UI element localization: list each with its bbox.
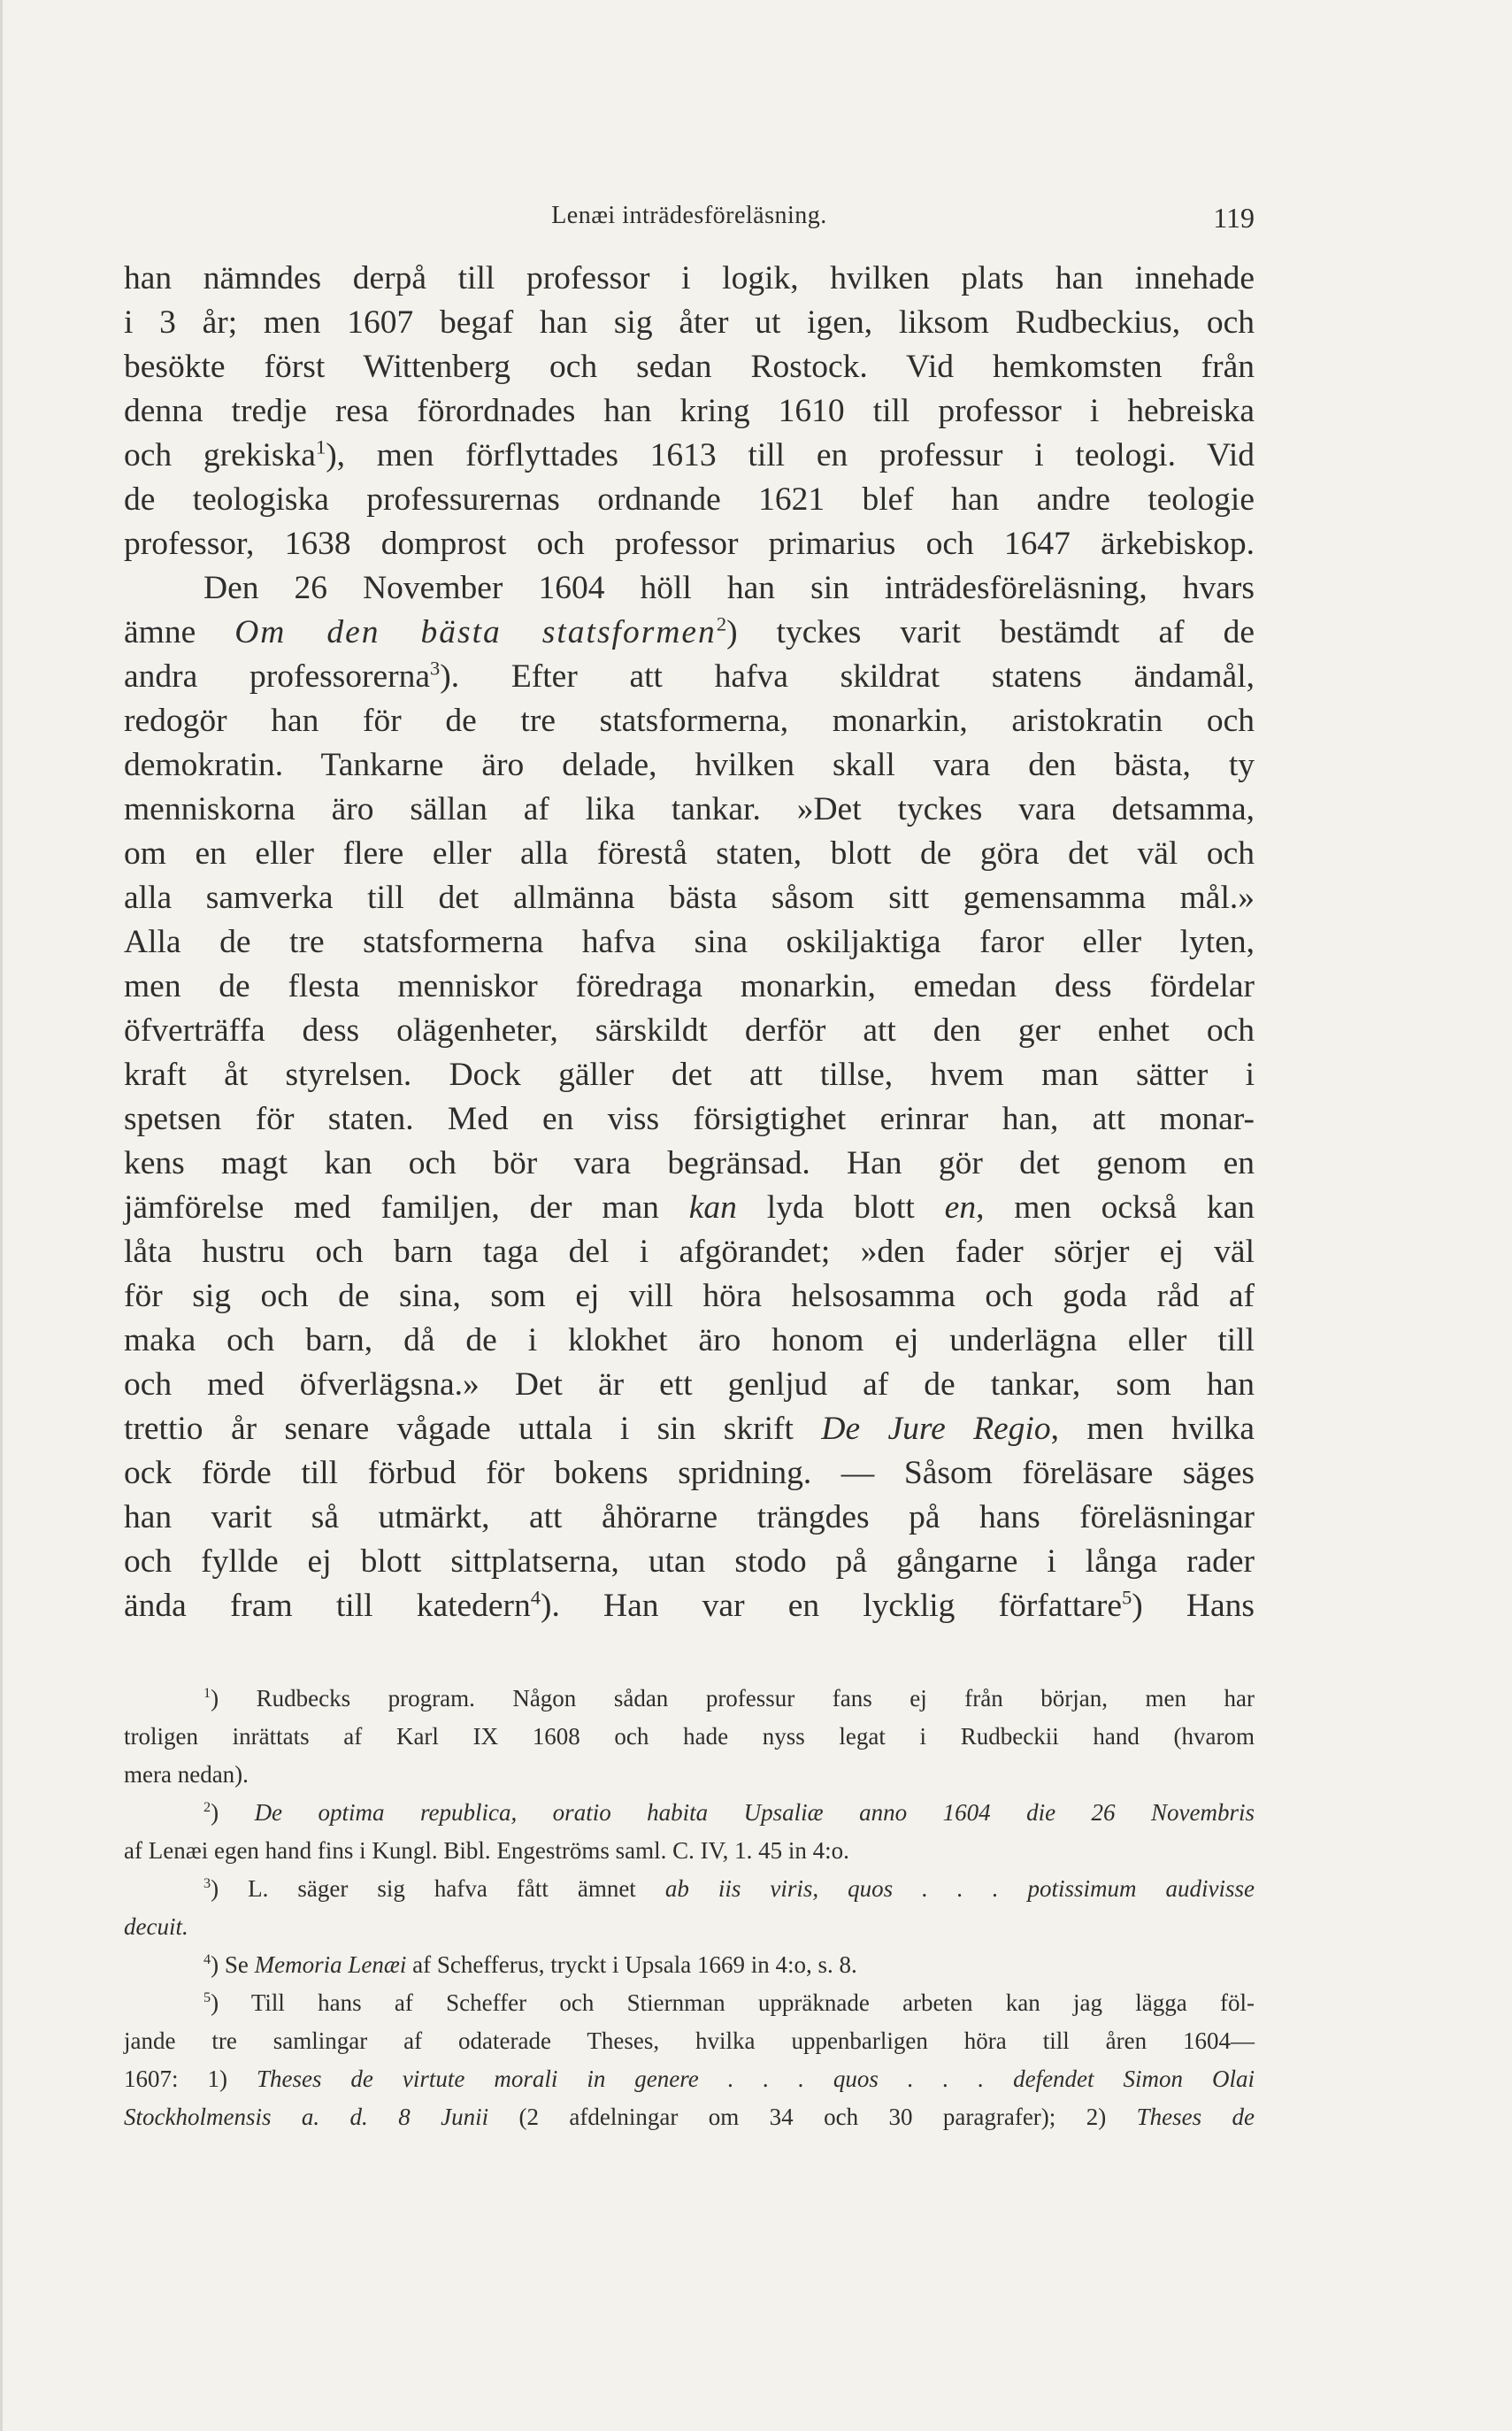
text-line: ock förde till förbud för bokens spridning. — Såsom föreläsare säges (124, 1455, 1255, 1491)
text-segment: trettio år senare vågade uttala i sin skrift (124, 1411, 794, 1447)
footnote-italic: Theses de (1136, 2104, 1255, 2130)
footnote-italic: Memoria Lenæi (254, 1951, 407, 1978)
text-segment: ända fram till katedern (124, 1588, 531, 1624)
page-number: 119 (1213, 202, 1255, 234)
text-segment: ) tyckes varit bestämdt af de (726, 614, 1255, 650)
footnote-mark: 3 (203, 1875, 211, 1891)
footnote-italic: De optima republica, oratio habita Upsaliæ anno 1604 die 26 Novembris (254, 1799, 1255, 1826)
text-line (124, 611, 1255, 655)
footnote-italic: ab iis viris, quos . . . potissimum audivisse (664, 1875, 1255, 1902)
footnote-mark: 1 (203, 1685, 211, 1701)
footnote-text: ) Rudbecks program. Någon sådan professur fans ej från början, men har (211, 1685, 1255, 1712)
footnote-ref: 5 (1122, 1586, 1132, 1609)
footnote-text: ) (211, 1799, 255, 1826)
text-segment: ). Han var en lycklig författare (541, 1588, 1123, 1624)
footnote-mark: 5 (203, 1989, 211, 2005)
text-segment: ), men förflyttades 1613 till en professur i teologi. Vid (326, 437, 1255, 473)
footnote-italic: Stockholmensis a. d. 8 Junii (124, 2104, 489, 2130)
text-line: för sig och de sina, som ej vill höra helsosamma och goda råd af (124, 1278, 1255, 1314)
footnote-text: af Schefferus, tryckt i Upsala 1669 in 4:o, s. 8. (406, 1951, 857, 1978)
footnote-ref: 1 (315, 435, 326, 458)
text-segment: ) Hans (1132, 1588, 1255, 1624)
footnote-line: af Lenæi egen hand fins i Kungl. Bibl. Engeströms saml. C. IV, 1. 45 in 4:o. (124, 1837, 849, 1864)
text-line: spetsen för staten. Med en viss försigtighet erinrar han, att monar- (124, 1101, 1255, 1137)
footnotes (124, 1680, 1255, 2136)
italic-title: De Jure Regio (821, 1411, 1051, 1447)
footnote-mark: 4 (203, 1951, 211, 1967)
footnote-1 (124, 1680, 1255, 1718)
text-line: kens magt kan och bör vara begränsad. Han gör det genom en (124, 1145, 1255, 1181)
footnote-mark: 2 (203, 1799, 211, 1815)
running-header (124, 202, 1255, 241)
text-line: och fyllde ej blott sittplatserna, utan stodo på gångarne i långa rader (124, 1543, 1255, 1580)
footnote-text: (2 afdelningar om 34 och 30 paragrafer); 2) (488, 2104, 1137, 2130)
text-segment: ). Efter att hafva skildrat statens ändamål, (440, 658, 1255, 695)
text-line (124, 1407, 1255, 1451)
footnote-ref: 4 (530, 1586, 541, 1609)
text-line: han varit så utmärkt, att åhörarne trängdes på hans föreläsningar (124, 1499, 1255, 1535)
footnote-text: ) L. säger sig hafva fått ämnet (211, 1875, 665, 1902)
text-line (124, 1186, 1255, 1230)
footnote-text: 1607: 1) (124, 2066, 257, 2092)
page-edge (0, 0, 3, 2431)
text-segment: ämne (124, 614, 196, 650)
main-text (124, 257, 1255, 1628)
footnote-line (124, 2060, 1255, 2098)
text-segment: andra professorerna (124, 658, 431, 695)
text-line (124, 1584, 1255, 1628)
footnote-text: ) Se (211, 1951, 255, 1978)
text-line: demokratin. Tankarne äro delade, hvilken skall vara den bästa, ty (124, 747, 1255, 783)
text-line: redogör han för de tre statsformerna, monarkin, aristokratin och (124, 703, 1255, 739)
footnote-5 (124, 1984, 1255, 2022)
footnote-line: mera nedan). (124, 1761, 249, 1788)
footnote-ref: 3 (430, 657, 441, 680)
text-line: och med öfverlägsna.» Det är ett genljud af de tankar, som han (124, 1366, 1255, 1403)
text-line (124, 434, 1255, 478)
running-title: Lenæi inträdesföreläsning. (551, 202, 827, 229)
italic-title: Om den bästa statsformen (234, 614, 717, 650)
text-line: besökte först Wittenberg och sedan Rostock. Vid hemkomsten från (124, 349, 1255, 385)
footnote-line: jande tre samlingar af odaterade Theses, hvilka uppenbarligen höra till åren 1604— (124, 2027, 1255, 2054)
text-line: professor, 1638 domprost och professor primarius och 1647 ärkebiskop. (124, 526, 1255, 562)
text-line: menniskorna äro sällan af lika tankar. »Det tyckes vara detsamma, (124, 791, 1255, 827)
footnote-italic: Theses de virtute morali in genere . . . quos . . . defendet Simon Olai (256, 2066, 1255, 2092)
text-segment: och grekiska (124, 437, 316, 473)
text-segment: , men hvilka (1050, 1411, 1255, 1447)
footnote-line (124, 2098, 1255, 2136)
footnote-2 (124, 1794, 1255, 1832)
italic-word: kan (688, 1189, 737, 1226)
footnote-ref: 2 (716, 612, 727, 635)
text-line: öfverträffa dess olägenheter, särskildt derför att den ger enhet och (124, 1012, 1255, 1049)
footnote-line (124, 1908, 1255, 1946)
text-line: men de flesta menniskor föredraga monarkin, emedan dess fördelar (124, 968, 1255, 1004)
text-line: denna tredje resa förordnades han kring 1610 till professor i hebreiska (124, 393, 1255, 429)
text-line: om en eller flere eller alla förestå staten, blott de göra det väl och (124, 835, 1255, 872)
footnote-text: ) Till hans af Scheffer och Stiernman uppräknade arbeten kan jag lägga föl- (211, 1989, 1255, 2016)
text-line: Alla de tre statsformerna hafva sina oskiljaktiga faror eller lyten, (124, 924, 1255, 960)
text-segment: lyda blott (736, 1189, 945, 1226)
text-line: Den 26 November 1604 höll han sin inträdesföreläsning, hvars (203, 570, 1255, 606)
text-segment: jämförelse med familjen, der man (124, 1189, 659, 1226)
text-line: maka och barn, då de i klokhet äro honom ej underlägna eller till (124, 1322, 1255, 1358)
text-line (124, 655, 1255, 699)
text-line: i 3 år; men 1607 begaf han sig åter ut igen, liksom Rudbeckius, och (124, 304, 1255, 341)
footnote-italic: decuit. (124, 1913, 188, 1940)
footnote-4 (124, 1946, 1255, 1984)
footnote-line: troligen inrättats af Karl IX 1608 och hade nyss legat i Rudbeckii hand (hvarom (124, 1723, 1255, 1750)
text-line: de teologiska professurernas ordnande 1621 blef han andre teologie (124, 481, 1255, 518)
text-segment: , men också kan (976, 1189, 1255, 1226)
footnote-3 (124, 1870, 1255, 1908)
italic-word: en (944, 1189, 977, 1226)
text-line: alla samverka till det allmänna bästa såsom sitt gemensamma mål.» (124, 880, 1255, 916)
text-line: låta hustru och barn taga del i afgörandet; »den fader sörjer ej väl (124, 1234, 1255, 1270)
text-line: han nämndes derpå till professor i logik, hvilken plats han innehade (124, 260, 1255, 296)
text-line: kraft åt styrelsen. Dock gäller det att tillse, hvem man sätter i (124, 1057, 1255, 1093)
